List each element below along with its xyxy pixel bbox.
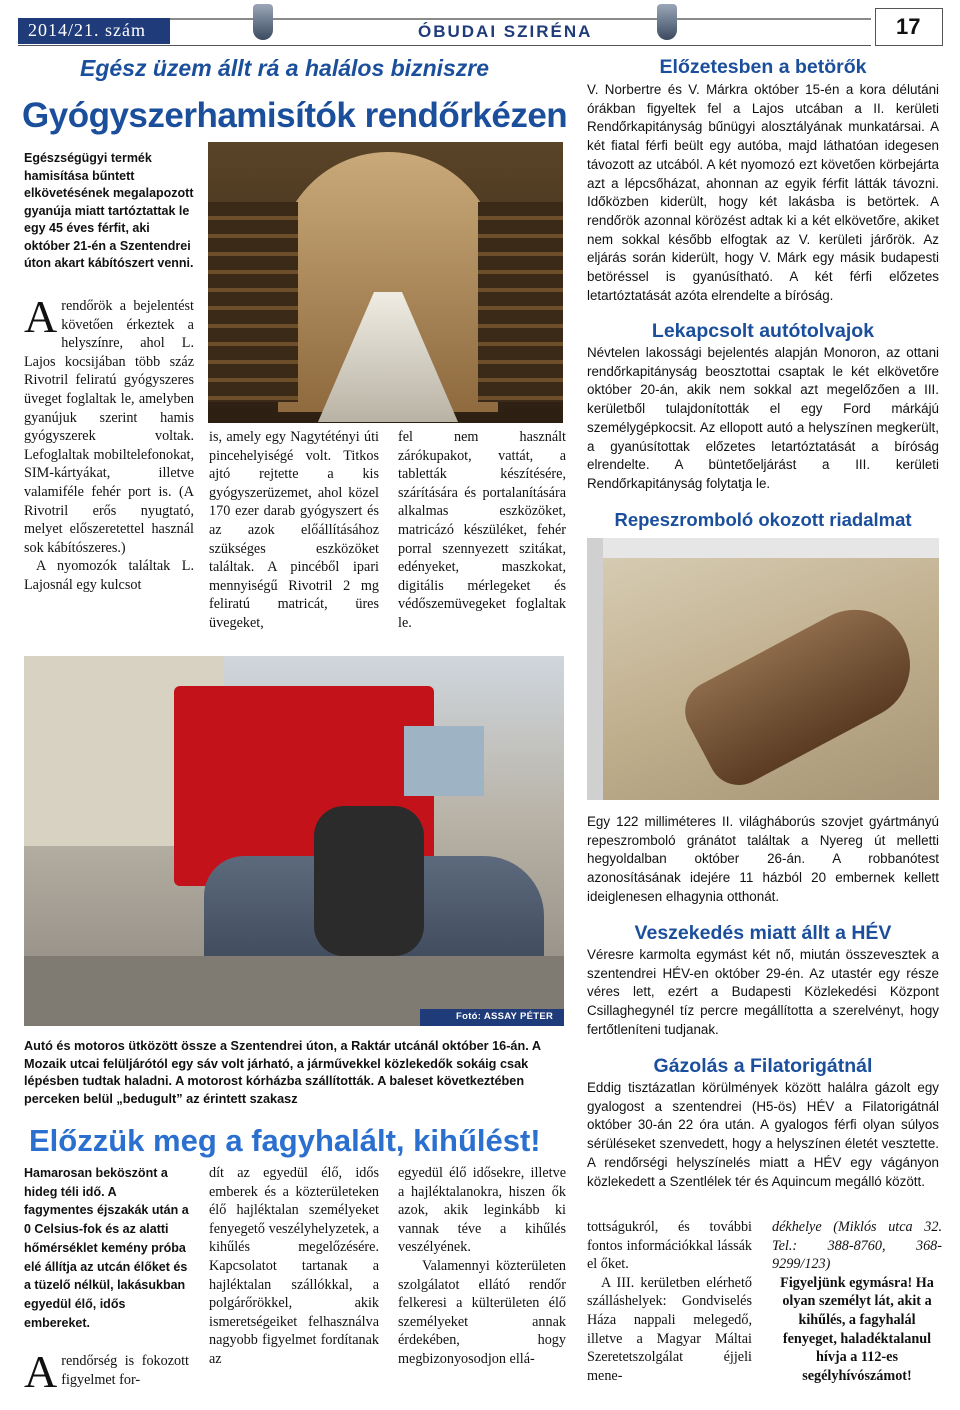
header-rule-top xyxy=(170,18,871,20)
winter-col3-para1: egyedül élő idősekre, illetve a hajléktalanokra, hiszen ők azok, akik leginkább ki vannak téve a kihűlés veszélyének. xyxy=(398,1165,566,1256)
car-thieves-headline: Lekapcsolt autótolvajok xyxy=(651,320,875,342)
filatori-body: Eddig tisztázatlan körülmények között halálra gázolt egy gyalogost a szentendrei (H5-ös) HÉV a Filatorigátnál október 30-án 22 óra után. A gyalogos férfi olyan súlyos sérüléseket szenvedett, hogy a helyszínen életét vesztette. A rendőrségi helyszínelés miatt a HÉV egy vágányon közlekedett a Szentlélek tér és Aquincum megálló között. xyxy=(587,1080,939,1189)
hev-fight-headline: Veszekedés miatt állt a HÉV xyxy=(634,922,892,944)
main-kicker: Egész üzem állt rá a halálos bizniszre xyxy=(80,55,490,81)
photo-credit-box xyxy=(420,1009,564,1026)
artillery-shell xyxy=(675,590,930,795)
winter-col4 xyxy=(587,1218,752,1385)
winter-col5 xyxy=(772,1218,942,1385)
masthead-title: ÓBUDAI SZIRÉNA xyxy=(418,22,593,41)
main-dropcap: A xyxy=(24,291,58,342)
shell-body: Egy 122 milliméteres II. világháborús szovjet gyártmányú repeszromboló gránátot találtak a Nyereg út melletti hegyoldalban október 26-án. A robbanótest azonosításának idejére 11 házból 20 embernek kellett ideiglenesen elhagynia otthonát. xyxy=(587,814,939,904)
truck-window xyxy=(404,726,484,796)
burglars-headline: Előzetesben a betörők xyxy=(659,56,867,78)
crate-edge xyxy=(587,538,939,558)
winter-col2: dít az egyedül élő, idős emberek és a közterületeken élő hajléktalan személyeket fenyegető veszélyhelyzetek, a kihűlés megelőzésére. Kapcsolatot tartanak a hajléktalan szállókkal, a polgárőrökkel, akik ismeretségeiket felhasználva nagyobb figyelmet fordítanak az xyxy=(209,1165,379,1367)
burglars-body: V. Norbertre és V. Márkra október 15-én a kora délutáni órákban figyeltek fel a Lajos utcában a II. kerületi Rendőrkapitányság bűnügyi alosztályának munkatársai. A két fiatal férfi beült egy autóba, majd láthatóan idegesen távozott az utcából. A két nyomozó ezt követően körbejárta azt a lépcsőházat, ahonnan az egyik férfit látták távozni. Időközben kiderült, hogy két lakásba is betörtek. A rendőrök azonnal körözést adtak ki a két elkövetőre, akiket nem sokkal később elfogtak az V. kerületi járőrök. Az eljárás során kiderült, hogy V. Márk egy másik budapesti betöréssel is gyanúsítható. A két férfi előzetes letartóztatását azóta elrendelte a bíróság. xyxy=(587,82,939,303)
winter-col4-para1: tottságukról, és további fontos információkkal lássák el őket. xyxy=(587,1219,752,1273)
main-col1-para2: A nyomozók találtak L. Lajosnál egy kulcsot xyxy=(24,558,194,593)
winter-col1-text: rendőrség is fokozott figyelmet for- xyxy=(61,1353,189,1388)
main-col3: fel nem használt zárókupakot, vattát, a tabletták készítésére, szárítására és portalanítására alkalmas eszközöket, matricázó készüléket, fehér porral szennyezett szitákat, edényeket, maszkokat, digitális mérlegeket és védőszemüvegeket foglaltak le. xyxy=(398,429,566,631)
main-col1-text: rendőrök a bejelentést követően érkeztek a helyszínre, ahol L. Lajos kocsijában több száz Rivotril feliratú gyógyszeres üveget foglaltak le, amelyben gyanújuk szerint hamis gyógyszerek voltak. Lefoglaltak mobiltelefonokat, SIM-kártyákat, illetve valamiféle fehér port is. (A Rivotril erős nyugtató, melyet előszeretettel használ sok kábítószeres.) xyxy=(24,298,194,556)
accident-photo xyxy=(24,656,564,1026)
winter-headline: Előzzük meg a fagyhalált, kihűlést! xyxy=(29,1123,541,1158)
winter-col5-bold: Figyeljünk egymásra! Ha olyan személyt lát, akit a kihűlés, a fagyhalál fenyeget, haladéktalanul hívja a 112-es segélyhívószámot! xyxy=(780,1274,934,1384)
car-thieves-body: Névtelen lakossági bejelentés alapján Monoron, az ottani rendőrkapitányság beosztottai csaptak le két elkövetőre október 20-án, akik nem sokkal azt megelőzően a III. kerületből tulajdonították el egy Ford márkájú személygépkocsit. Az ellopott autó a helyszínen megkerült, a gyanúsítottak előzetes letartóztatását a bíróság elrendelte. A büntetőeljárást a III. kerületi Rendőrkapitányság folytatja le. xyxy=(587,345,939,491)
issue-banner xyxy=(18,18,170,44)
filatori-headline: Gázolás a Filatorigátnál xyxy=(653,1055,873,1077)
photo-credit: Fotó: ASSAY PÉTER xyxy=(456,1011,554,1022)
winter-col4-para2: A III. kerületben elérhető szálláshelyek: Gondviselés Háza nappali melegedő, illetve a Magyar Máltai Szeretetszolgálat éjjeli mene- xyxy=(587,1274,752,1384)
winter-col5-address: dékhelye (Miklós utca 32. Tel.: 388-8760, 368-9299/123) xyxy=(772,1219,942,1273)
issue-label: 2014/21. szám xyxy=(28,20,146,40)
motorcycle xyxy=(314,806,424,956)
page-number: 17 xyxy=(896,14,921,39)
main-headline: Gyógyszerhamisítók rendőrkézen xyxy=(22,96,568,135)
winter-col1 xyxy=(24,1346,189,1397)
winter-col3 xyxy=(398,1164,566,1369)
main-col2: is, amely egy Nagytétényi úti pincehelyiségé volt. Titkos ajtó rejtette a kis gyógyszerüzemet, ahol közel 170 ezer darab gyógyszert és az azok előállításához szükséges eszközöket találtak. A pincéből ipari mennyiségű Rivotril 2 mg feliratú matricát, üres üvegeket, xyxy=(209,429,379,631)
winter-dropcap: A xyxy=(24,1346,58,1397)
header-rule xyxy=(18,45,871,46)
winter-col3-para2: Valamennyi közterületen szolgálatot ellátó rendőr felkeresi a külterületen élő személyeket annak érdekében, hogy megbizonyosodjon ellá- xyxy=(398,1257,566,1367)
shell-photo xyxy=(587,538,939,800)
shell-headline: Repeszromboló okozott riadalmat xyxy=(614,509,912,530)
pharmacy-cellar-photo xyxy=(208,142,563,423)
winter-lead: Hamarosan beköszönt a hideg téli idő. A fagymentes éjszakák után a 0 Celsius-fok és az alatti hőmérséklet kemény próba elé állítja az utcán élőket és a tüzelő nélkül, lakásukban egyedül élő, idős embereket. xyxy=(24,1166,189,1330)
police-emblem-left xyxy=(253,4,273,40)
accident-caption: Autó és motoros ütközött össze a Szentendrei úton, a Raktár utcánál október 16-án. A Mozaik utcai felüljárótól egy sáv volt járható, a járművekkel közlekedők sokáig csak lépésben tudtak haladni. A motorost kórházba szállították. A baleset következtében perceken belül „bedugult” az érintett szakasz xyxy=(24,1039,541,1106)
police-emblem-right xyxy=(657,4,677,40)
crate-side xyxy=(587,538,603,800)
cellar-shelf-right xyxy=(478,202,563,402)
cellar-shelf-left xyxy=(208,202,298,402)
hev-fight-body: Véresre karmolta egymást két nő, miután összevesztek a szentendrei HÉV-en október 29-én. Az utastér egy része véres lett, ezért a Budapesti Közlekedési Központ Csillaghegynél tíz percre megállította a szerelvényt, hogy fertőtleníteni tudjanak. xyxy=(587,947,939,1037)
main-col1 xyxy=(24,291,194,595)
main-lead: Egészségügyi termék hamisítása bűntett elkövetésének megalapozott gyanúja miatt tartóztattak le egy 45 éves férfit, aki október 21-én a Szentendrei úton akart kábítószert venni. xyxy=(24,151,194,270)
page-number-box xyxy=(875,8,943,46)
